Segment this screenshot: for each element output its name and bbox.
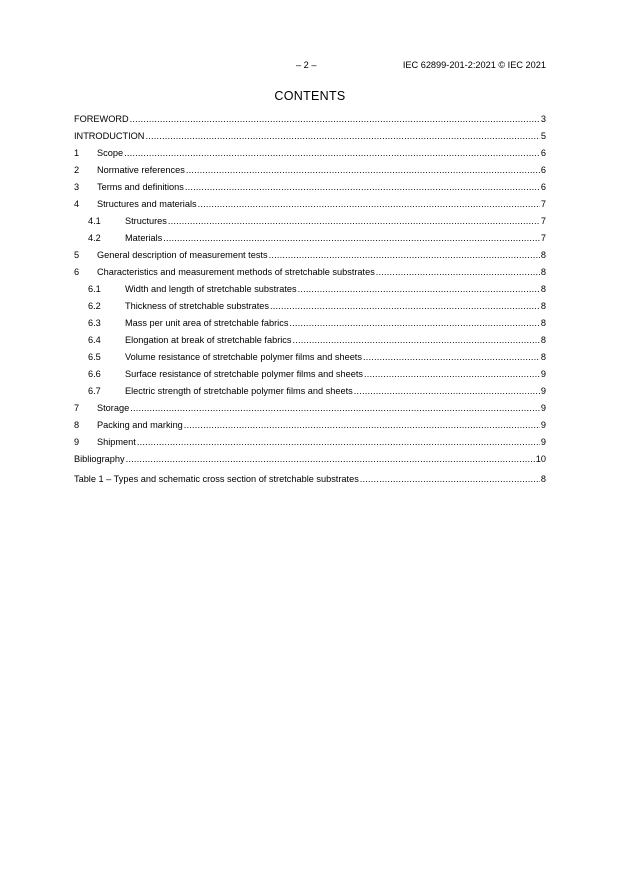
dot-leader: [298, 281, 540, 298]
toc-entry[interactable]: [74, 400, 546, 417]
dot-leader: [269, 247, 540, 264]
toc-entry-page: 7: [540, 233, 546, 243]
toc-entry-page: 8: [540, 250, 546, 260]
toc-entry[interactable]: [74, 315, 546, 332]
toc-entry-title: INTRODUCTION: [74, 131, 145, 141]
toc-entry[interactable]: [74, 366, 546, 383]
toc-entry[interactable]: [74, 128, 546, 145]
toc-entry-title: Characteristics and measurement methods of stretchable substrates: [97, 267, 375, 277]
toc-entry-title: Electric strength of stretchable polymer films and sheets: [125, 386, 353, 396]
table-list-entry-title: Table 1 – Types and schematic cross section of stretchable substrates: [74, 474, 359, 484]
toc-entry-number: 8: [74, 420, 80, 430]
toc-entry-page: 9: [540, 386, 546, 396]
toc-entry-number: 5: [74, 250, 80, 260]
toc-entry-page: 7: [540, 199, 546, 209]
list-of-tables: [74, 471, 546, 488]
toc-entry-number: 6.4: [88, 335, 101, 345]
dot-leader: [186, 162, 540, 179]
toc-entry-number: 2: [74, 165, 80, 175]
table-list-entry-page: 8: [540, 474, 546, 484]
toc-entry-number: 4.1: [88, 216, 101, 226]
toc-entry[interactable]: [74, 451, 546, 468]
dot-leader: [124, 145, 540, 162]
dot-leader: [130, 111, 540, 128]
toc-entry-number: 7: [74, 403, 80, 413]
toc-entry-page: 9: [540, 403, 546, 413]
page-header: [0, 60, 620, 74]
toc-entry-title: Storage: [97, 403, 130, 413]
toc-entry-page: 7: [540, 216, 546, 226]
toc-entry-page: 10: [535, 454, 546, 464]
toc-entry[interactable]: [74, 332, 546, 349]
toc-entry[interactable]: [74, 111, 546, 128]
toc-entry-page: 6: [540, 182, 546, 192]
dot-leader: [364, 366, 540, 383]
toc-entry-page: 8: [540, 267, 546, 277]
dot-leader: [363, 349, 540, 366]
dot-leader: [376, 264, 540, 281]
dot-leader: [289, 315, 539, 332]
toc-entry-number: 1: [74, 148, 80, 158]
toc-entry-page: 8: [540, 335, 546, 345]
toc-entry[interactable]: [74, 230, 546, 247]
toc-entry-number: 6.3: [88, 318, 101, 328]
toc-entry[interactable]: [74, 264, 546, 281]
dot-leader: [137, 434, 540, 451]
dot-leader: [130, 400, 540, 417]
dot-leader: [145, 128, 539, 145]
table-of-contents: [74, 111, 546, 468]
toc-entry-title: Thickness of stretchable substrates: [125, 301, 270, 311]
toc-entry[interactable]: [74, 145, 546, 162]
toc-entry-title: Materials: [125, 233, 163, 243]
toc-entry-page: 9: [540, 420, 546, 430]
toc-entry-page: 9: [540, 369, 546, 379]
toc-entry-title: Structures and materials: [97, 199, 197, 209]
toc-entry-title: Mass per unit area of stretchable fabrics: [125, 318, 289, 328]
toc-entry-title: Packing and marking: [97, 420, 183, 430]
toc-entry-page: 5: [540, 131, 546, 141]
toc-entry-page: 8: [540, 352, 546, 362]
toc-entry-title: Terms and definitions: [97, 182, 184, 192]
toc-entry-title: Volume resistance of stretchable polymer films and sheets: [125, 352, 362, 362]
toc-entry[interactable]: [74, 417, 546, 434]
toc-entry-number: 6: [74, 267, 80, 277]
toc-entry[interactable]: [74, 247, 546, 264]
toc-entry-number: 6.1: [88, 284, 101, 294]
toc-entry-page: 9: [540, 437, 546, 447]
dot-leader: [360, 471, 540, 488]
toc-entry[interactable]: [74, 196, 546, 213]
dot-leader: [163, 230, 540, 247]
toc-entry[interactable]: [74, 349, 546, 366]
toc-entry-title: General description of measurement tests: [97, 250, 268, 260]
toc-entry-title: Shipment: [97, 437, 136, 447]
dot-leader: [184, 417, 540, 434]
toc-entry-page: 6: [540, 165, 546, 175]
toc-entry-title: Scope: [97, 148, 124, 158]
toc-entry-title: Width and length of stretchable substrates: [125, 284, 297, 294]
toc-entry-title: Elongation at break of stretchable fabrics: [125, 335, 292, 345]
toc-entry-number: 4: [74, 199, 80, 209]
toc-entry-number: 6.7: [88, 386, 101, 396]
toc-entry-title: Surface resistance of stretchable polymer films and sheets: [125, 369, 363, 379]
dot-leader: [293, 332, 540, 349]
toc-entry-number: 6.2: [88, 301, 101, 311]
toc-entry-number: 6.6: [88, 369, 101, 379]
toc-entry-number: 9: [74, 437, 80, 447]
toc-entry-title: Structures: [125, 216, 167, 226]
toc-entry-number: 4.2: [88, 233, 101, 243]
table-list-entry[interactable]: [74, 471, 546, 488]
toc-entry-title: Normative references: [97, 165, 185, 175]
dot-leader: [270, 298, 540, 315]
dot-leader: [126, 451, 535, 468]
toc-entry[interactable]: [74, 162, 546, 179]
toc-entry-page: 8: [540, 301, 546, 311]
toc-entry[interactable]: [74, 179, 546, 196]
toc-entry[interactable]: [74, 434, 546, 451]
toc-entry-title: FOREWORD: [74, 114, 129, 124]
document-reference: IEC 62899-201-2:2021 © IEC 2021: [402, 60, 546, 70]
dot-leader: [198, 196, 540, 213]
dot-leader: [168, 213, 540, 230]
toc-entry-page: 8: [540, 284, 546, 294]
dot-leader: [185, 179, 540, 196]
toc-entry-number: 3: [74, 182, 80, 192]
toc-entry-page: 8: [540, 318, 546, 328]
toc-entry[interactable]: [74, 281, 546, 298]
contents-title: CONTENTS: [274, 89, 346, 103]
toc-entry[interactable]: [74, 213, 546, 230]
toc-entry[interactable]: [74, 383, 546, 400]
dot-leader: [354, 383, 540, 400]
page-number: – 2 –: [296, 60, 317, 70]
toc-entry-page: 6: [540, 148, 546, 158]
toc-entry-number: 6.5: [88, 352, 101, 362]
toc-entry-title: Bibliography: [74, 454, 125, 464]
toc-entry-page: 3: [540, 114, 546, 124]
toc-entry[interactable]: [74, 298, 546, 315]
